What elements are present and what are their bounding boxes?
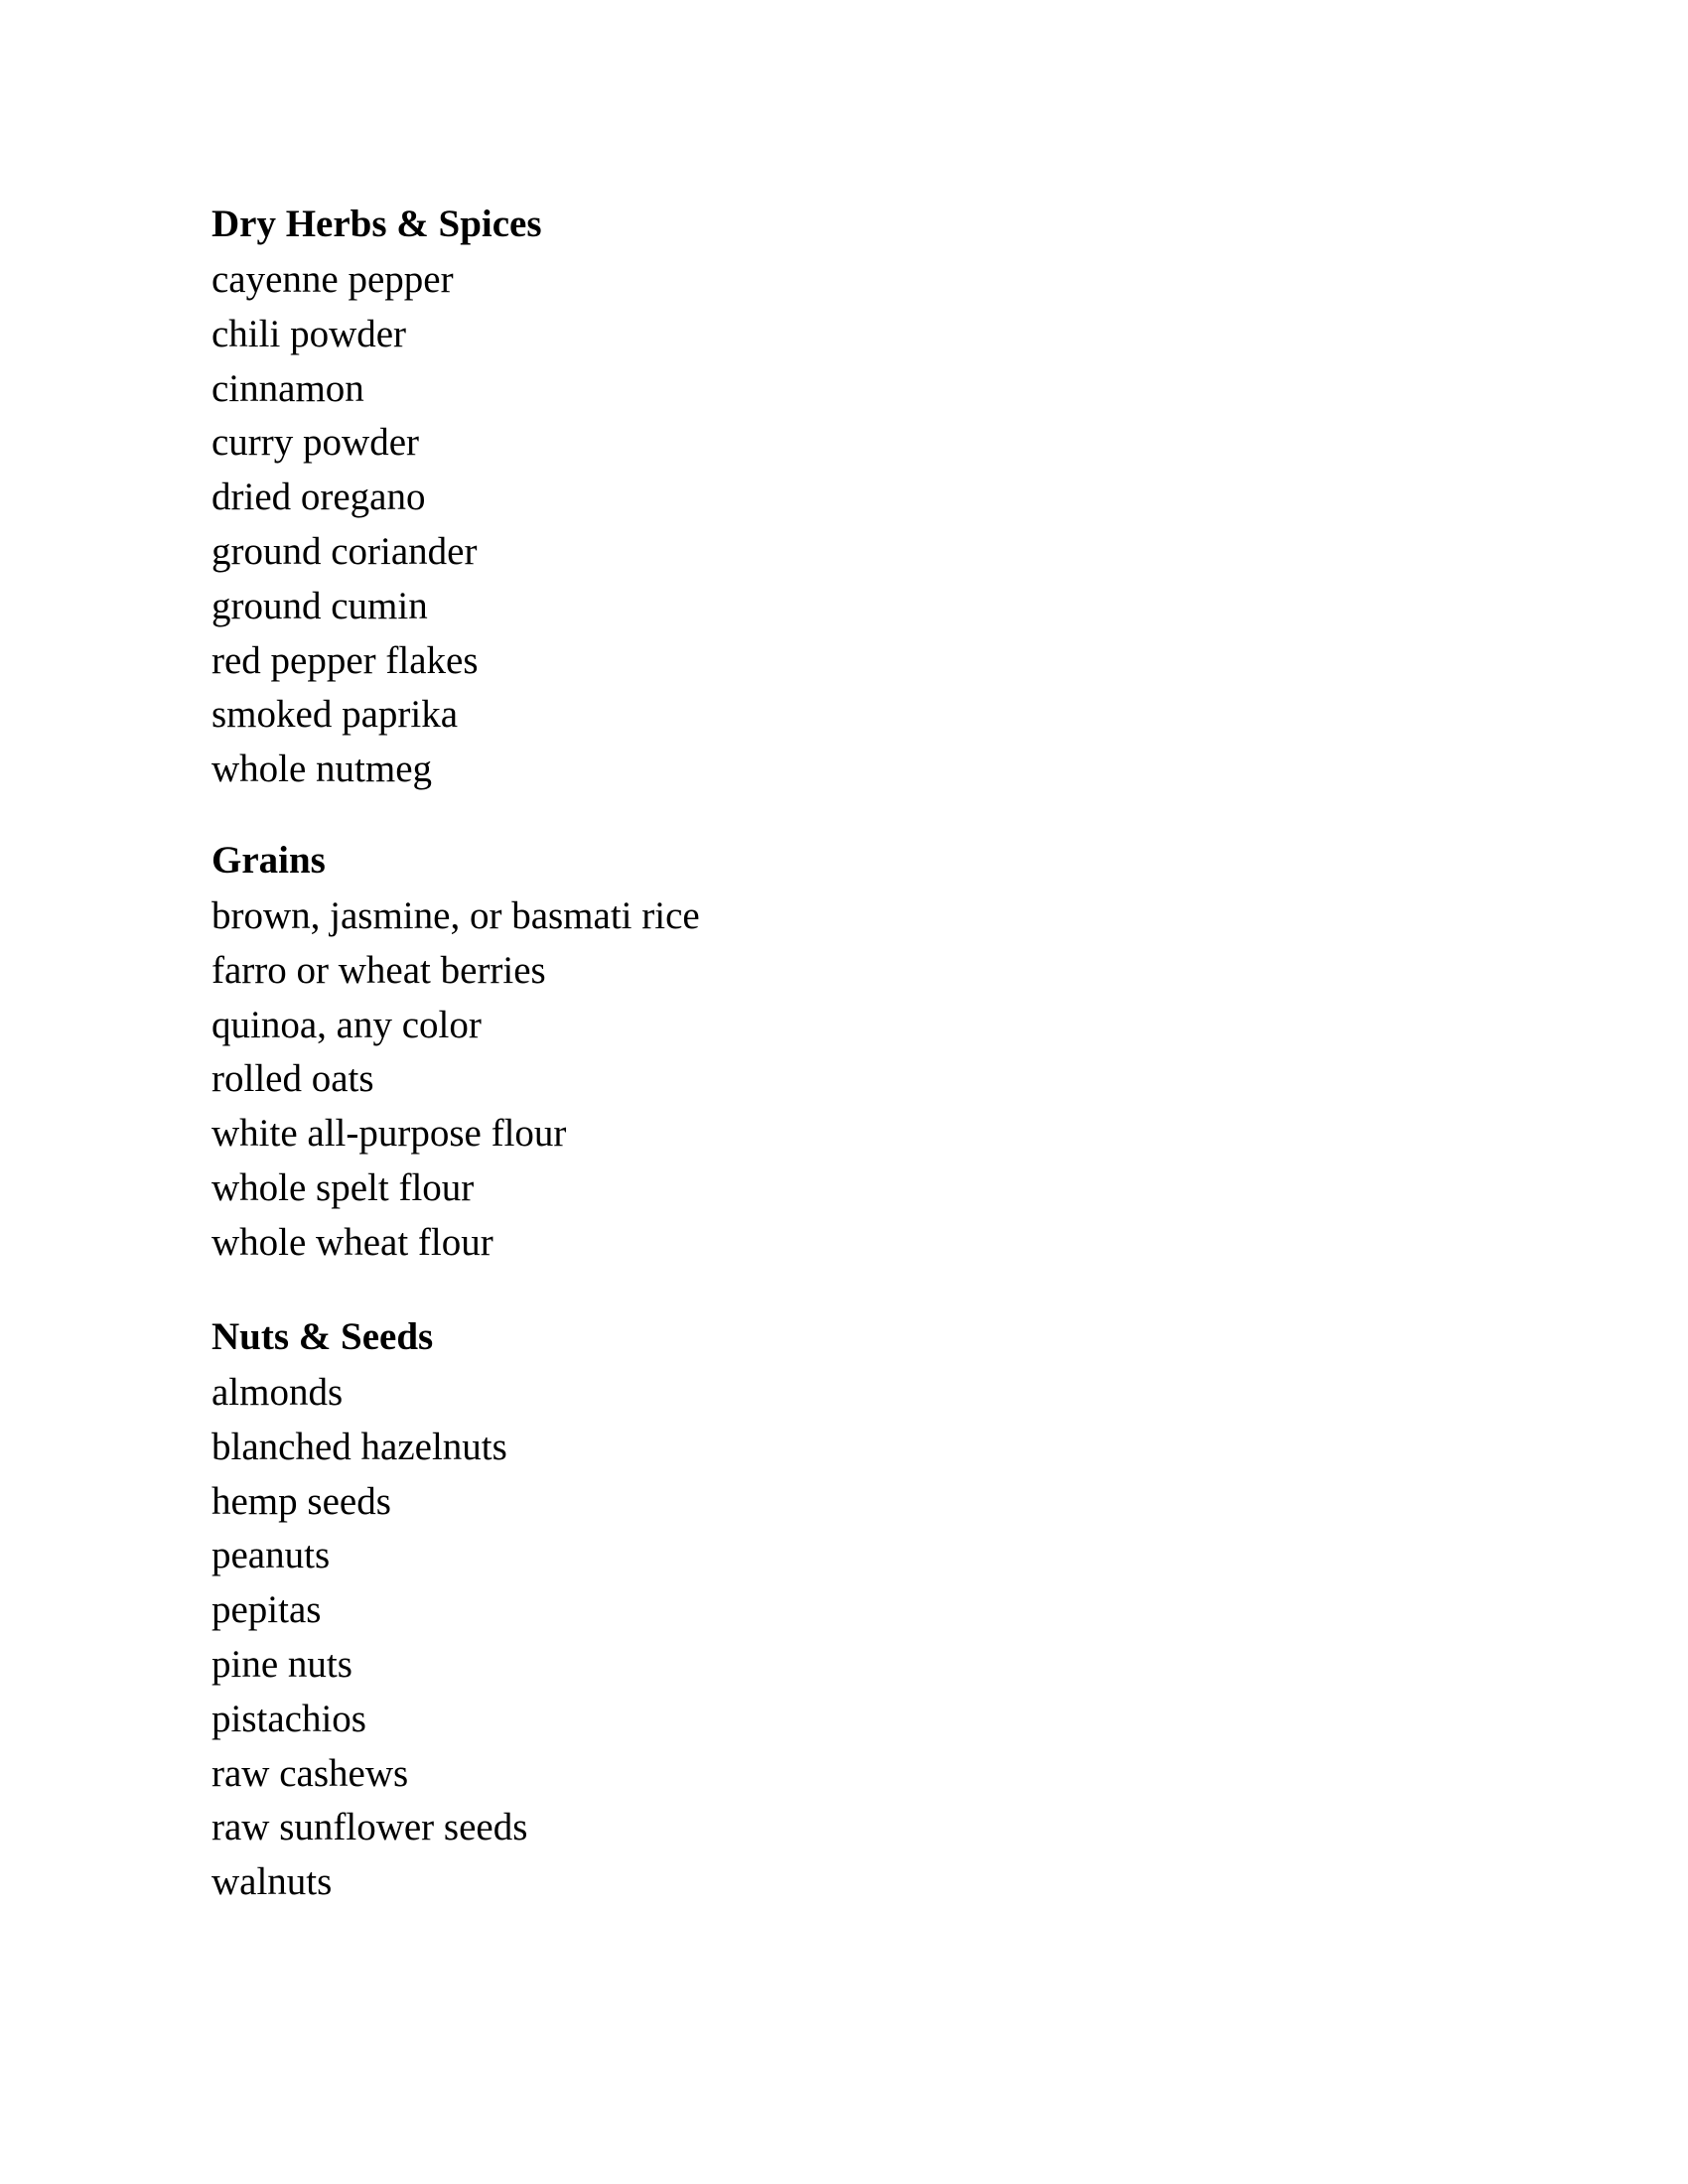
section-grains (211, 835, 1403, 1271)
section-dry-herbs-spices (211, 199, 1403, 797)
list-item: white all-purpose flour (211, 1112, 567, 1156)
list-item: ground cumin (211, 584, 428, 627)
list-item: almonds (211, 1371, 344, 1414)
list-item: smoked paprika (211, 693, 459, 737)
list-item: raw sunflower seeds (211, 1806, 528, 1849)
list-item: pistachios (211, 1697, 366, 1740)
list-item: rolled oats (211, 1057, 374, 1101)
list-item: whole nutmeg (211, 748, 433, 791)
item-list (211, 253, 1403, 797)
list-item: pine nuts (211, 1642, 352, 1686)
section-heading: Nuts & Seeds (211, 1315, 434, 1358)
list-item: cinnamon (211, 366, 364, 410)
list-item: raw cashews (211, 1751, 409, 1795)
list-item: blanched hazelnuts (211, 1425, 507, 1468)
list-item: quinoa, any color (211, 1003, 482, 1046)
list-item: cayenne pepper (211, 258, 454, 301)
list-item: pepitas (211, 1588, 322, 1632)
list-item: whole spelt flour (211, 1165, 475, 1209)
section-nuts-seeds (211, 1311, 1403, 1910)
section-heading: Dry Herbs & Spices (211, 203, 542, 245)
list-item: brown, jasmine, or basmati rice (211, 894, 700, 937)
section-heading: Grains (211, 839, 326, 882)
item-list (211, 889, 1403, 1271)
list-item: farro or wheat berries (211, 948, 546, 992)
list-item: red pepper flakes (211, 638, 479, 682)
list-item: ground coriander (211, 529, 478, 573)
list-item: curry powder (211, 421, 419, 465)
list-item: dried oregano (211, 476, 426, 519)
list-item: walnuts (211, 1860, 333, 1904)
list-item: hemp seeds (211, 1479, 391, 1523)
item-list (211, 1366, 1403, 1910)
list-item: peanuts (211, 1534, 331, 1577)
list-item: chili powder (211, 312, 407, 355)
list-item: whole wheat flour (211, 1220, 493, 1264)
